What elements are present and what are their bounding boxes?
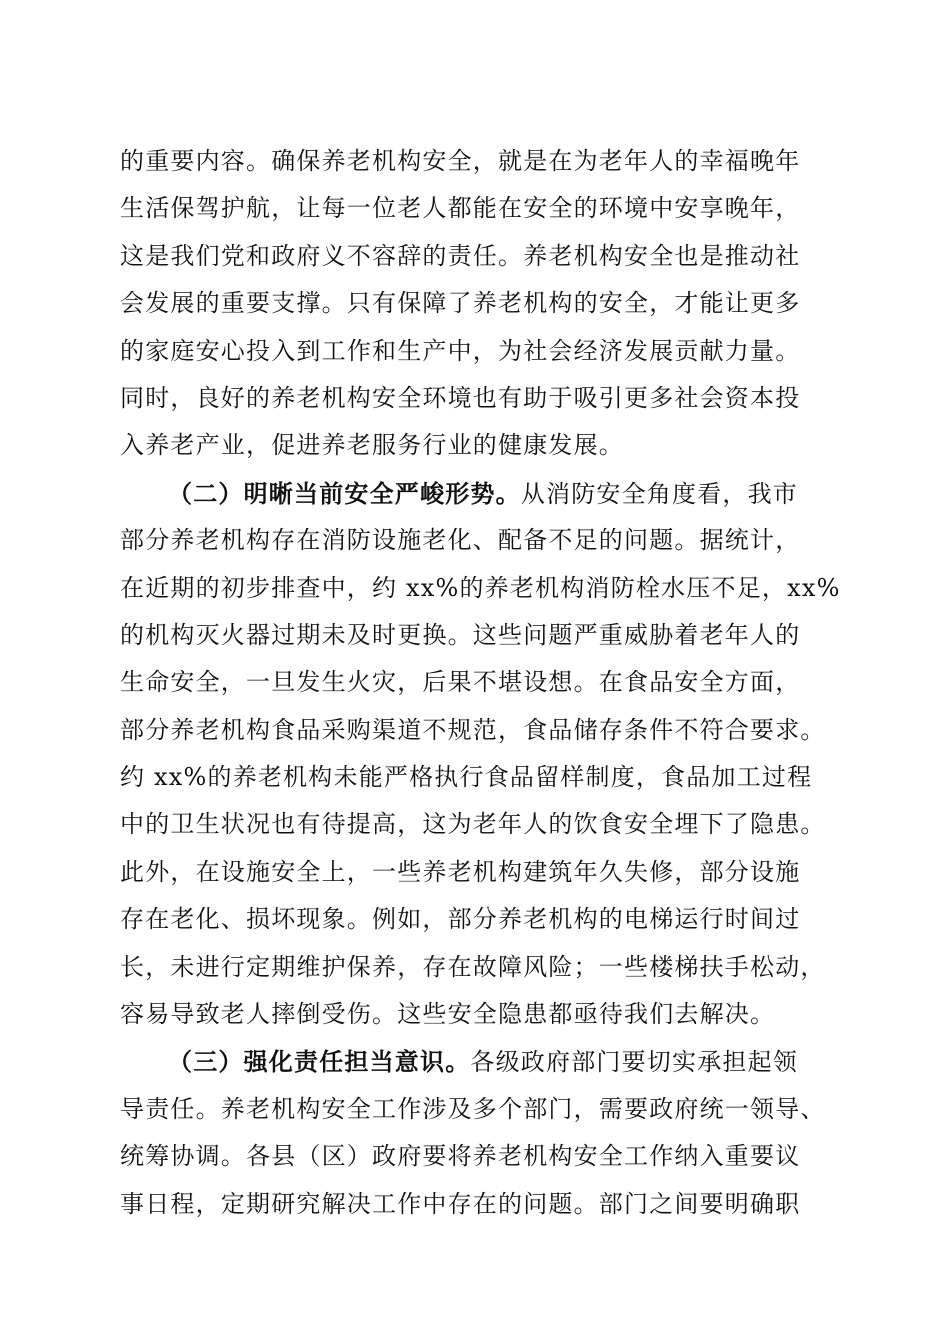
text-line: 在近期的初步排查中，约 xx%的养老机构消防栓水压不足，xx%	[120, 573, 841, 602]
document-page	[120, 138, 840, 1228]
text-line: 存在老化、损坏现象。例如，部分养老机构的电梯运行时间过	[120, 905, 801, 934]
text-line: 部分养老机构存在消防设施老化、配备不足的问题。据统计，	[120, 526, 801, 555]
text-line: 的重要内容。确保养老机构安全，就是在为老年人的幸福晚年	[120, 147, 801, 175]
section-2-heading: （二）明晰当前安全严峻形势。	[168, 478, 521, 508]
text-line: 同时，良好的养老机构安全环境也有助于吸引更多社会资本投	[120, 383, 801, 412]
text-line: 这是我们党和政府义不容辞的责任。养老机构安全也是推动社	[120, 241, 801, 270]
text-line: 导责任。养老机构安全工作涉及多个部门，需要政府统一领导、	[120, 1094, 826, 1123]
text-line: 部分养老机构食品采购渠道不规范，食品储存条件不符合要求。	[120, 715, 826, 744]
text-line: 生命安全，一旦发生火灾，后果不堪设想。在食品安全方面，	[120, 668, 801, 697]
text-line: 统筹协调。各县（区）政府要将养老机构安全工作纳入重要议	[120, 1142, 801, 1171]
section-2-first-line	[120, 470, 840, 517]
section-2-first-line-text: 从消防安全角度看，我市	[520, 479, 799, 508]
text-line: 约 xx%的养老机构未能严格执行食品留样制度，食品加工过程	[120, 763, 813, 792]
text-line: 会发展的重要支撑。只有保障了养老机构的安全，才能让更多	[120, 289, 801, 318]
text-line: 的机构灭火器过期未及时更换。这些问题严重威胁着老年人的	[120, 620, 801, 649]
text-line: 长，未进行定期维护保养，存在故障风险；一些楼梯扶手松动，	[120, 952, 826, 981]
text-line: 此外，在设施安全上，一些养老机构建筑年久失修，部分设施	[120, 857, 801, 886]
section-3-first-line-text: 各级政府部门要切实承担起领	[470, 1048, 799, 1077]
text-line: 容易导致老人摔倒受伤。这些安全隐患都亟待我们去解决。	[120, 1000, 776, 1029]
text-line: 中的卫生状况也有待提高，这为老年人的饮食安全埋下了隐患。	[120, 810, 826, 839]
text-line: 的家庭安心投入到工作和生产中，为社会经济发展贡献力量。	[120, 336, 801, 365]
section-3-heading: （三）强化责任担当意识。	[168, 1047, 471, 1077]
text-line: 生活保驾护航，让每一位老人都能在安全的环境中安享晚年，	[120, 194, 801, 223]
text-line: 事日程，定期研究解决工作中存在的问题。部门之间要明确职	[120, 1189, 801, 1218]
section-3-first-line	[120, 1038, 840, 1085]
text-line: 入养老产业，促进养老服务行业的健康发展。	[120, 431, 624, 460]
